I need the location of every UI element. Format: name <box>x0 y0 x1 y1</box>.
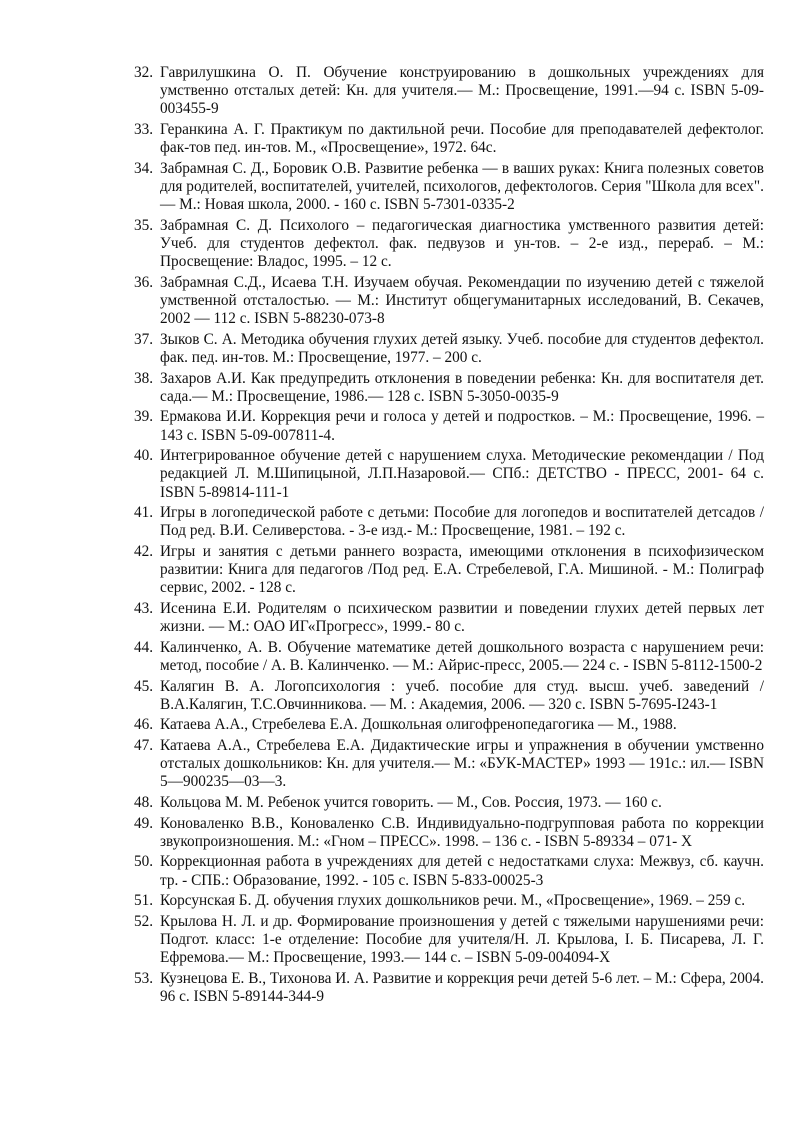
entry-number: 51. <box>134 892 154 910</box>
bibliography-list <box>134 64 764 1009</box>
entry-text: Калягин В. А. Логопсихология : учеб. пособие для студ. высш. учеб. заведений / В.А.Калягин, Т.С.Овчинникова. — М. : Академия, 2006. — 320 с. ISBN 5-7695-I243-1 <box>160 677 764 713</box>
entry-text: Кузнецова Е. В., Тихонова И. А. Развитие и коррекция речи детей 5-6 лет. – М.: Сфера, 2004. 96 с. ISBN 5-89144-344-9 <box>160 969 764 1005</box>
bibliography-entry <box>134 217 764 272</box>
entry-text: Ермакова И.И. Коррекция речи и голоса у детей и подростков. – М.: Просвещение, 1996. – 143 с. ISBN 5-09-007811-4. <box>160 408 764 444</box>
entry-text: Коррекционная работа в учреждениях для детей с недостатками слуха: Межвуз, сб. каучн. тр. - СПБ.: Образование, 1992. - 105 с. ISBN 5-833-00025-3 <box>160 853 764 889</box>
bibliography-entry <box>134 913 764 968</box>
entry-number: 42. <box>134 542 154 560</box>
entry-text: Забрамная С. Д. Психолого – педагогическая диагностика умственного развития детей: Учеб. для студентов дефектол. фак. педвузов и ун-тов. – 2-е изд., перераб. – М.: Просвещение: Владос, 1995. – 12 с. <box>160 216 764 271</box>
entry-text: Игры в логопедической работе с детьми: Пособие для логопедов и воспитателей детсадов / Под ред. В.И. Селиверстова. - 3-е изд.- М.: Просвещение, 1981. – 192 с. <box>160 504 764 540</box>
bibliography-entry <box>134 678 764 714</box>
entry-number: 45. <box>134 677 154 695</box>
entry-number: 47. <box>134 736 154 754</box>
entry-number: 36. <box>134 273 154 291</box>
entry-number: 46. <box>134 716 154 734</box>
bibliography-entry <box>134 370 764 406</box>
bibliography-entry <box>134 331 764 367</box>
entry-number: 39. <box>134 408 154 426</box>
entry-text: Геранкина А. Г. Практикум по дактильной речи. Пособие для преподавателей дефектолог. фак-тов пед. ин-тов. М., «Просвещение», 1972. 64с. <box>160 121 764 157</box>
entry-text: Корсунская Б. Д. обучения глухих дошкольников речи. М., «Просвещение», 1969. – 259 с. <box>160 892 746 910</box>
entry-text: Игры и занятия с детьми раннего возраста, имеющими отклонения в психофизическом развитии: Книга для педагогов /Под ред. Е.А. Стребелевой, Г.А. Мишиной. - М.: Полиграф сервис, 2002. - 128 с. <box>160 542 764 597</box>
entry-number: 53. <box>134 969 154 987</box>
entry-number: 52. <box>134 912 154 930</box>
entry-text: Исенина Е.И. Родителям о психическом развитии и поведении глухих детей первых лет жизни. — М.: ОАО ИГ«Прогресс», 1999.- 80 с. <box>160 599 764 636</box>
entry-text: Кольцова М. М. Ребенок учится говорить. — М., Сов. Россия, 1973. — 160 с. <box>160 793 662 811</box>
entry-number: 40. <box>134 447 154 465</box>
bibliography-entry <box>134 639 764 675</box>
bibliography-entry <box>134 408 764 444</box>
entry-number: 44. <box>134 638 154 656</box>
bibliography-entry <box>134 447 764 502</box>
bibliography-entry <box>134 737 764 792</box>
bibliography-entry <box>134 716 764 734</box>
bibliography-entry <box>134 815 764 851</box>
entry-number: 38. <box>134 369 154 387</box>
bibliography-entry <box>134 794 764 812</box>
entry-number: 32. <box>134 64 154 81</box>
bibliography-entry <box>134 600 764 636</box>
entry-text: Зыков С. А. Методика обучения глухих детей языку. Учеб. пособие для студентов дефектол. фак. пед. ин-тов. М.: Просвещение, 1977. – 200 с. <box>160 330 764 366</box>
bibliography-entry <box>134 121 764 157</box>
bibliography-entry <box>134 970 764 1006</box>
entry-text: Калинченко, А. В. Обучение математике детей дошкольного возраста с нарушением речи: метод, пособие / А. В. Калинченко. — М.: Айрис-пресс, 2005.— 224 с. - ISBN 5-8112-1500-2 <box>160 638 764 674</box>
entry-number: 48. <box>134 793 154 811</box>
entry-text: Интегрированное обучение детей с нарушением слуха. Методические рекомендации / Под редакцией Л. М.Шипицыной, Л.П.Назаровой.— СПб.: ДЕТСТВО - ПРЕСС, 2001- 64 с. ISBN 5-89814-111-1 <box>160 447 764 501</box>
entry-text: Захаров А.И. Как предупредить отклонения в поведении ребенка: Кн. для воспитателя дет. сада.— М.: Просвещение, 1986.— 128 с. ISBN 5-3050-0035-9 <box>160 369 764 405</box>
entry-number: 34. <box>134 159 154 177</box>
entry-number: 43. <box>134 599 154 617</box>
bibliography-entry <box>134 892 764 910</box>
entry-text: Гаврилушкина О. П. Обучение конструированию в дошкольных учреждениях для умственно отсталых детей: Кн. для учителя.— М.: Просвещение, 1991.—94 с. ISBN 5-09-003455-9 <box>160 64 764 118</box>
entry-number: 35. <box>134 216 154 234</box>
bibliography-entry <box>134 274 764 329</box>
bibliography-entry <box>134 160 764 215</box>
entry-number: 33. <box>134 121 154 138</box>
bibliography-entry <box>134 64 764 119</box>
bibliography-entry <box>134 543 764 598</box>
entry-number: 41. <box>134 504 154 522</box>
bibliography-entry <box>134 504 764 540</box>
entry-text: Катаева А.А., Стребелева Е.А. Дошкольная олигофренопедагогика — М., 1988. <box>160 716 677 734</box>
entry-number: 49. <box>134 814 154 832</box>
entry-text: Забрамная С.Д., Исаева Т.Н. Изучаем обучая. Рекомендации по изучению детей с тяжелой умственной отсталостью. — М.: Институт общегуманитарных исследований, В. Секачев, 2002 — 112 с. ISBN 5-88230-073-8 <box>160 273 764 328</box>
entry-text: Крылова Н. Л. и др. Формирование произношения у детей с тяжелыми нарушениями речи: Подгот. класс: 1-е отделение: Пособие для учителя/Н. Л. Крылова, I. Б. Писарева, Л. Г. Ефремова.— М.: Просвещение, 1993.— 144 с. – ISBN 5-09-004094-Х <box>160 912 764 967</box>
entry-number: 37. <box>134 330 154 348</box>
entry-text: Катаева А.А., Стребелева Е.А. Дидактические игры и упражнения в обучении умственно отсталых дошкольников: Кн. для учителя.— М.: «БУК-МАСТЕР» 1993 — 191с.: ил.— ISBN 5—900235—03—3. <box>160 736 764 791</box>
bibliography-entry <box>134 853 764 889</box>
entry-number: 50. <box>134 853 154 871</box>
entry-text: Коноваленко В.В., Коноваленко С.В. Индивидуально-подгрупповая работа по коррекции звукопроизношения. М.: «Гном – ПРЕСС». 1998. – 136 с. - ISBN 5-89334 – 071- Х <box>160 814 764 850</box>
entry-text: Забрамная С. Д., Боровик О.В. Развитие ребенка — в ваших руках: Книга полезных советов для родителей, воспитателей, учителей, психологов, дефектологов. Серия "Школа для всех". — М.: Новая школа, 2000. - 160 с. ISBN 5-7301-0335-2 <box>160 159 764 214</box>
